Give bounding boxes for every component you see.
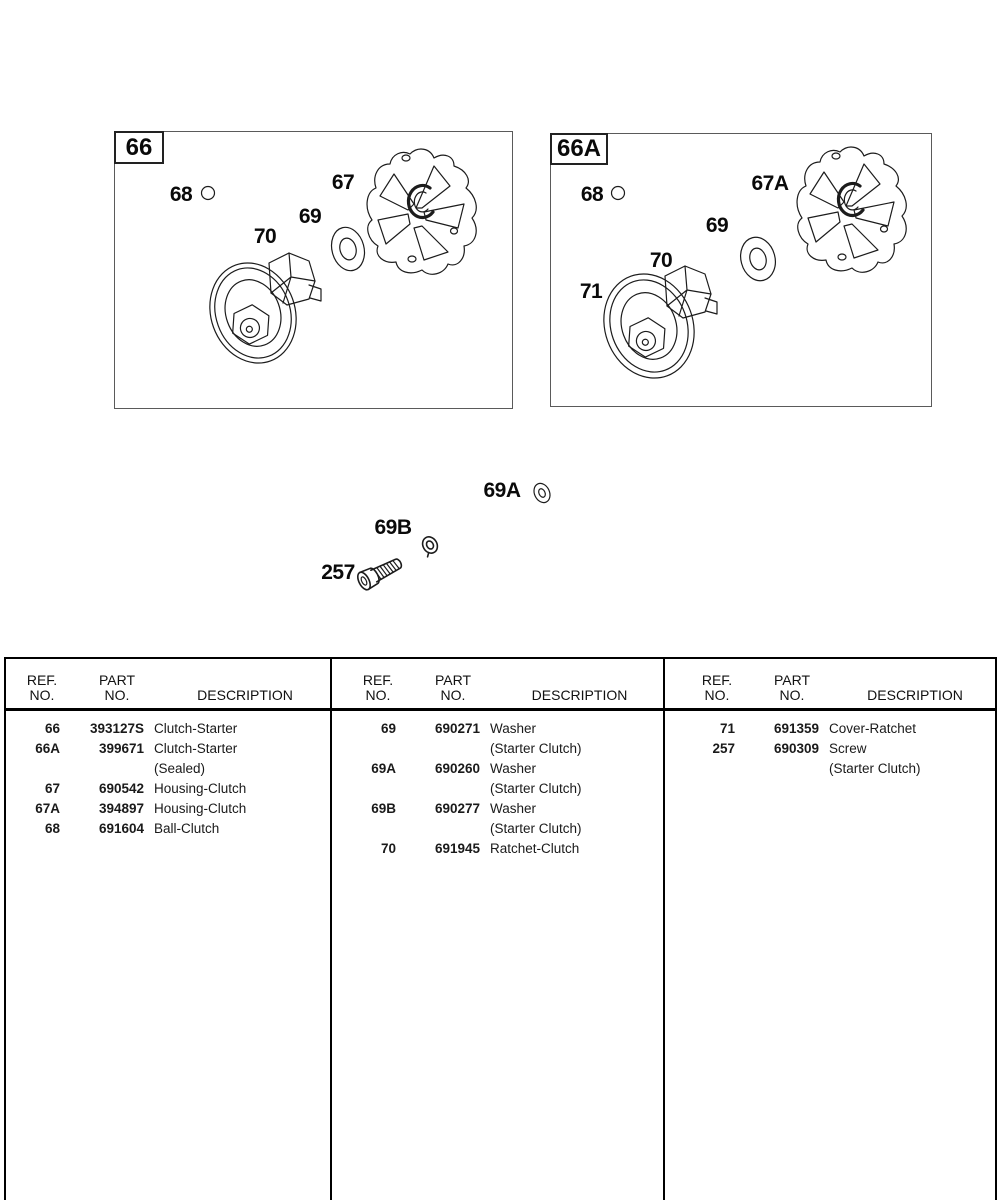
table-row	[346, 799, 663, 819]
desc-cell: (Starter Clutch)	[490, 781, 582, 796]
callout-70: 70	[649, 249, 673, 272]
table-row	[10, 719, 330, 739]
table-header	[6, 659, 330, 711]
desc-cell: (Starter Clutch)	[490, 741, 582, 756]
desc-cell: (Starter Clutch)	[829, 761, 921, 776]
desc-cell: Ratchet-Clutch	[490, 841, 580, 856]
ref-cell: 67	[44, 781, 60, 796]
housing-clutch-drawing	[367, 149, 476, 274]
table-row	[10, 779, 330, 799]
table-body	[6, 711, 330, 839]
ref-cell: 70	[380, 841, 396, 856]
callout-70: 70	[253, 225, 277, 248]
desc-cell: Housing-Clutch	[154, 801, 247, 816]
washer-drawing	[736, 233, 780, 284]
part-cell	[396, 739, 480, 759]
callout-67a: 67A	[751, 172, 789, 195]
part-no-header: PART NO.	[98, 672, 136, 703]
desc-cell: Ball-Clutch	[154, 821, 220, 836]
desc-cell: Clutch-Starter	[154, 741, 238, 756]
callout-257: 257	[321, 561, 355, 584]
desc-cell: Washer	[490, 761, 537, 776]
part-cell: 691945	[434, 841, 480, 856]
ref-cell	[685, 759, 735, 779]
desc-cell: Housing-Clutch	[154, 781, 247, 796]
description-header: DESCRIPTION	[197, 687, 293, 703]
callout-67: 67	[331, 171, 355, 194]
table-row	[346, 759, 663, 779]
ref-cell: 69	[380, 721, 396, 736]
washer-drawing	[327, 224, 369, 275]
housing-clutch-drawing	[797, 147, 906, 272]
ref-cell: 66A	[35, 741, 60, 756]
part-cell: 690260	[434, 761, 480, 776]
table-row	[685, 739, 995, 759]
callout-69a: 69A	[483, 479, 521, 502]
table-row	[685, 759, 995, 779]
ref-cell: 71	[719, 721, 735, 736]
table-row	[10, 759, 330, 779]
figure-tag-66: 66	[114, 131, 164, 164]
table-header	[332, 659, 663, 711]
ref-cell: 257	[712, 741, 735, 756]
ref-cell: 67A	[35, 801, 60, 816]
table-body	[332, 711, 663, 859]
screw-drawing	[355, 554, 405, 592]
ref-cell	[346, 819, 396, 839]
callout-68: 68	[580, 183, 604, 206]
part-cell: 690309	[773, 741, 819, 756]
table-row	[10, 739, 330, 759]
desc-cell: (Starter Clutch)	[490, 821, 582, 836]
table-row	[346, 839, 663, 859]
callout-69: 69	[298, 205, 322, 228]
ball-clutch-drawing	[202, 187, 215, 200]
parts-table	[4, 657, 997, 1200]
table-row	[10, 799, 330, 819]
description-header: DESCRIPTION	[531, 687, 628, 703]
ref-cell	[10, 759, 60, 779]
ref-no-header: REF. NO.	[362, 672, 394, 703]
desc-cell: (Sealed)	[154, 761, 206, 776]
callout-71: 71	[579, 280, 603, 303]
part-no-header: PART NO.	[773, 672, 811, 703]
ratchet-clutch-cover-drawing	[590, 261, 717, 391]
figure-box-66a	[550, 133, 932, 407]
ref-cell: 69A	[371, 761, 396, 776]
table-row	[346, 819, 663, 839]
description-header: DESCRIPTION	[867, 687, 963, 703]
part-cell	[60, 759, 144, 779]
figure-tag-66a: 66A	[550, 133, 608, 165]
ref-cell	[346, 779, 396, 799]
part-cell	[396, 819, 480, 839]
desc-cell: Washer	[490, 721, 537, 736]
part-cell: 394897	[98, 801, 144, 816]
part-cell: 691604	[98, 821, 144, 836]
ratchet-clutch-drawing	[196, 251, 321, 376]
part-cell: 690277	[434, 801, 480, 816]
ref-no-header: REF. NO.	[26, 672, 58, 703]
ref-cell	[346, 739, 396, 759]
table-row	[346, 739, 663, 759]
ref-cell: 68	[44, 821, 60, 836]
table-body	[665, 711, 995, 779]
table-row	[346, 779, 663, 799]
table-row	[10, 819, 330, 839]
part-no-header: PART NO.	[434, 672, 472, 703]
parts-table-column-1	[6, 659, 332, 1200]
table-row	[685, 719, 995, 739]
ref-cell: 69B	[371, 801, 396, 816]
desc-cell: Washer	[490, 801, 537, 816]
parts-table-column-3	[665, 659, 995, 1200]
washer-69b-drawing	[419, 534, 441, 557]
washer-69a-drawing	[531, 481, 553, 505]
parts-table-column-2	[332, 659, 665, 1200]
desc-cell: Cover-Ratchet	[829, 721, 917, 736]
part-cell: 690271	[434, 721, 480, 736]
callout-69: 69	[705, 214, 729, 237]
desc-cell: Clutch-Starter	[154, 721, 238, 736]
ref-cell: 66	[44, 721, 60, 736]
ref-no-header: REF. NO.	[701, 672, 733, 703]
part-cell: 399671	[98, 741, 144, 756]
part-cell	[735, 759, 819, 779]
desc-cell: Screw	[829, 741, 867, 756]
figure-box-66	[114, 131, 513, 409]
table-header	[665, 659, 995, 711]
part-cell	[396, 779, 480, 799]
table-row	[346, 719, 663, 739]
callout-68: 68	[169, 183, 193, 206]
exploded-view-66	[115, 132, 512, 408]
part-cell: 393127S	[89, 721, 144, 736]
callout-69b: 69B	[374, 516, 412, 539]
part-cell: 691359	[773, 721, 819, 736]
exploded-view-66a	[551, 134, 931, 406]
ball-clutch-drawing	[612, 187, 625, 200]
part-cell: 690542	[98, 781, 144, 796]
